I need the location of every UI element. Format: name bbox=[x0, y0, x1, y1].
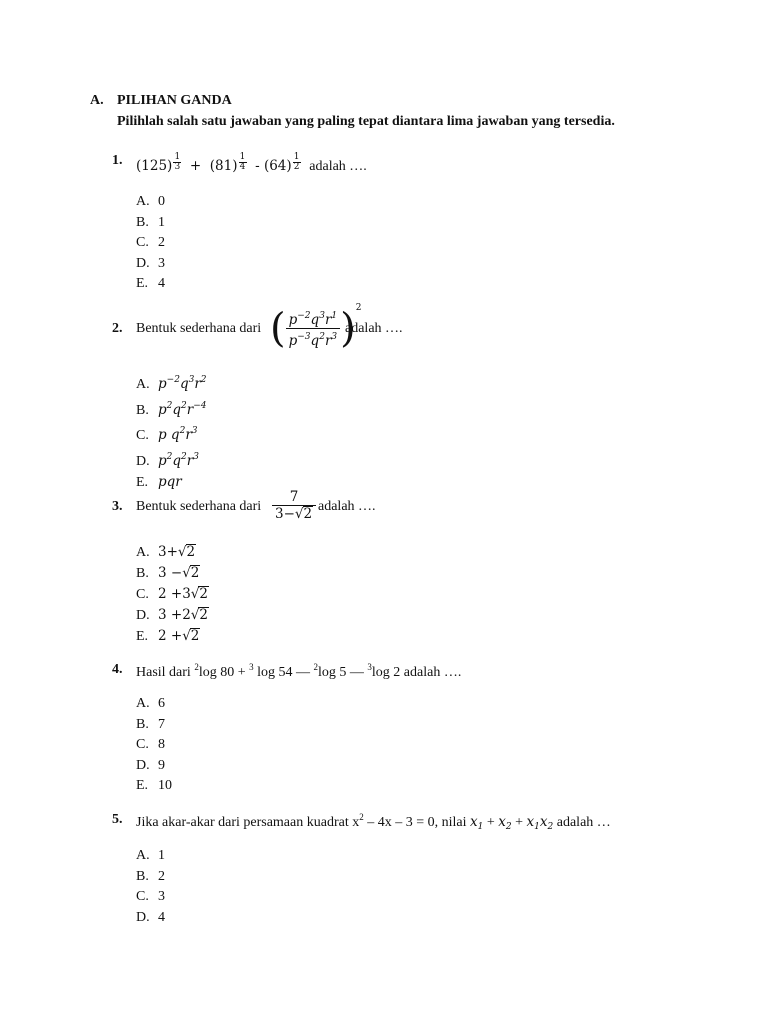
option-item[interactable]: B. 3 −√2 bbox=[136, 565, 200, 581]
option-item[interactable]: A. $p^{-2}q^3r^2$ bbox=[136, 375, 207, 392]
option-item[interactable]: C. 8 bbox=[136, 737, 165, 752]
question-middle: – 4x – 3 = 0, nilai bbox=[367, 815, 467, 830]
question-prefix: Hasil dari bbox=[136, 665, 191, 680]
option-item[interactable]: B. 7 bbox=[136, 716, 165, 732]
question-prefix: Bentuk sederhana dari bbox=[136, 321, 262, 336]
section-instruction: Pilihlah salah satu jawaban yang paling tepat diantara lima jawaban yang tersedia. bbox=[117, 114, 615, 129]
option-item[interactable]: E. pqr bbox=[136, 474, 182, 490]
option-item[interactable]: A. 0 bbox=[136, 194, 165, 209]
question-number: 5. bbox=[112, 812, 123, 827]
option-item[interactable]: D. $p^2q^2r^3$ bbox=[136, 451, 199, 469]
option-item[interactable]: C. p $q^2r^3$ bbox=[136, 426, 198, 443]
question-number: 3. bbox=[112, 499, 123, 514]
option-item[interactable]: C. 2 bbox=[136, 235, 165, 250]
options-list bbox=[136, 846, 165, 928]
question-1-expression: (125) $^{\frac{1}{3}}$ + (81) $^{\frac{1}{4}}$ - (64) $^{\frac{1}{2}}$ adalah …. bbox=[136, 152, 367, 174]
question-prefix: Bentuk sederhana dari bbox=[136, 499, 262, 514]
question-suffix: adalah …. bbox=[345, 321, 403, 336]
options-list bbox=[136, 694, 172, 797]
section-title: PILIHAN GANDA bbox=[117, 93, 232, 108]
question-3-expression: $\frac{7}{3-√2}$ bbox=[272, 489, 316, 522]
option-item[interactable]: D. 4 bbox=[136, 909, 165, 925]
option-item[interactable]: D. 9 bbox=[136, 757, 165, 773]
question-suffix: adalah …. bbox=[318, 499, 376, 514]
question-2-expression: ( $\frac{p^{-2}q^3r^1}{p^{-3}q^2r^3}$ )$^2$ bbox=[270, 303, 362, 352]
option-item[interactable]: E. 4 bbox=[136, 276, 165, 291]
options-list bbox=[136, 192, 165, 295]
question-suffix: adalah …. bbox=[309, 159, 367, 174]
option-item[interactable]: D. 3 bbox=[136, 255, 165, 271]
question-4-text: Hasil dari $^2$log 80 + $^3$ log 54 — $^2$log 5 — $^3$log 2 adalah …. bbox=[136, 662, 462, 680]
question-number: 1. bbox=[112, 153, 123, 168]
option-item[interactable]: A. 3+√2 bbox=[136, 544, 196, 560]
question-number: 4. bbox=[112, 662, 123, 677]
question-suffix: adalah … bbox=[556, 815, 611, 830]
option-item[interactable]: A. 6 bbox=[136, 696, 165, 711]
option-item[interactable]: E. 2 +√2 bbox=[136, 628, 200, 644]
option-item[interactable]: B. 2 bbox=[136, 868, 165, 884]
options-list bbox=[136, 542, 209, 647]
option-item[interactable]: E. 10 bbox=[136, 778, 172, 793]
option-item[interactable]: C. 2 +3√2 bbox=[136, 586, 208, 602]
question-number: 2. bbox=[112, 321, 123, 336]
option-item[interactable]: B. 1 bbox=[136, 214, 165, 230]
question-prefix: Jika akar-akar dari persamaan kuadrat x bbox=[136, 815, 360, 830]
option-item[interactable]: A. 1 bbox=[136, 848, 165, 863]
section-letter: A. bbox=[90, 93, 104, 108]
option-item[interactable]: B. $p^2q^2r^{-4}$ bbox=[136, 400, 207, 418]
question-suffix: adalah …. bbox=[403, 665, 462, 680]
question-5-text: Jika akar-akar dari persamaan kuadrat $x^2 - 4x - 3 = 0$, nilai $x_1 + x_2 + x_1x_2$ adalah … bbox=[136, 812, 611, 832]
option-item[interactable]: D. 3 +2√2 bbox=[136, 607, 208, 623]
option-item[interactable]: C. 3 bbox=[136, 889, 165, 904]
options-list bbox=[136, 370, 207, 494]
